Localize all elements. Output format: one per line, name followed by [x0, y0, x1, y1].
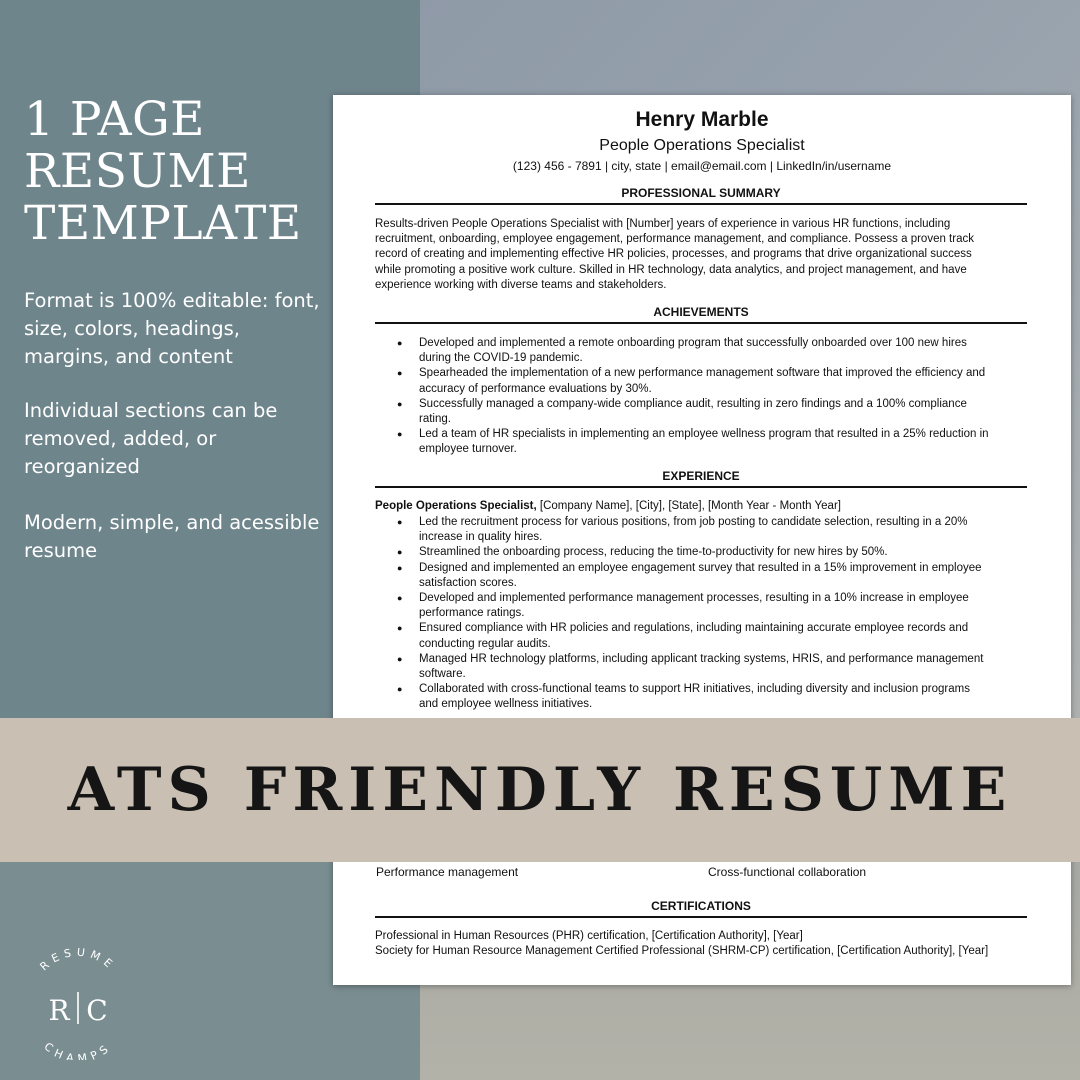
list-item: ● Developed and implemented a remote onboarding program that successfully onboarded over 100 new hires during the COVID-19 pandemic.: [375, 336, 1035, 366]
logo-bottom-text: CHAMPS: [41, 1039, 115, 1060]
list-item: ● Ensured compliance with HR policies and regulations, including maintaining accurate employee records and conducting regular audits.: [375, 621, 1035, 651]
job-title-line: [375, 500, 1035, 512]
feature-editable: Format is 100% editable: font, size, colors, headings, margins, and content: [24, 289, 320, 368]
svg-text:RESUME: [38, 948, 119, 973]
skill-item: Performance management: [376, 865, 519, 879]
summary-line: Results-driven People Operations Specialist with [Number] years of experience in various HR functions, including: [375, 218, 951, 230]
summary-text: [375, 217, 1035, 293]
achievements-heading: ACHIEVEMENTS: [375, 305, 1027, 324]
summary-line: experience working with diverse teams and stakeholders.: [375, 278, 667, 291]
resume-title: People Operations Specialist: [599, 137, 805, 154]
banner-text: ATS FRIENDLY RESUME: [67, 755, 1013, 825]
list-item: ● Managed HR technology platforms, including applicant tracking systems, HRIS, and performance management software.: [375, 652, 1035, 682]
resume-name: Henry Marble: [635, 108, 769, 131]
feature-accessible: Modern, simple, and acessible resume: [24, 511, 320, 562]
certification-item: Professional in Human Resources (PHR) certification, [Certification Authority], [Year]: [375, 930, 803, 942]
skill-item: Cross-functional collaboration: [708, 865, 867, 879]
list-item: ● Developed and implemented performance management processes, resulting in a 10% increase in employee performance ratings.: [375, 591, 1035, 621]
certification-item: Society for Human Resource Management Certified Professional (SHRM-CP) certification, [Certification Authority], [Year]: [375, 945, 989, 957]
resume-champs-logo: [22, 948, 134, 1060]
summary-line: record of creating and implementing effective HR policies, processes, and programs that drive organizational success: [375, 248, 972, 261]
list-item: ● Streamlined the onboarding process, reducing the time-to-productivity for new hires by 50%.: [375, 545, 1035, 560]
logo-letter-c: C: [86, 994, 108, 1027]
logo-letter-r: R: [48, 994, 70, 1027]
svg-text:CHAMPS: [41, 1040, 114, 1060]
resume-contact: (123) 456 - 7891 | city, state | email@email.com | LinkedIn/in/username: [512, 159, 892, 173]
job-details: [Company Name], [City], [State], [Month Year - Month Year]: [536, 500, 841, 512]
job-role: People Operations Specialist,: [375, 500, 537, 512]
list-item: ● Led the recruitment process for various positions, from job posting to candidate selection, resulting in a 20% increase in quality hires.: [375, 515, 1035, 545]
headline-line-2: RESUME: [24, 144, 251, 199]
feature-sections: Individual sections can be removed, added, or reorganized: [24, 399, 278, 478]
summary-line: recruitment, onboarding, employee engagement, performance management, and compliance. Possess a proven track: [375, 233, 974, 246]
list-item: ● Led a team of HR specialists in implementing an employee wellness program that resulted in a 25% reduction in employee turnover.: [375, 427, 1035, 457]
list-item: ● Designed and implemented an employee engagement survey that resulted in a 15% improvement in employee satisfaction scores.: [375, 561, 1035, 591]
list-item: ● Spearheaded the implementation of a new performance management software that improved the efficiency and accuracy of performance evaluations by 30%.: [375, 366, 1035, 396]
headline-line-3: TEMPLATE: [24, 196, 302, 251]
experience-heading: EXPERIENCE: [375, 469, 1027, 488]
ats-banner: [0, 718, 1080, 862]
headline-line-1: 1 PAGE: [24, 92, 205, 147]
logo-top-text: RESUME: [37, 948, 119, 974]
experience-list: [375, 515, 1035, 713]
summary-line: while promoting a positive work culture. Skilled in HR technology, data analytics, and project management, and have: [375, 263, 967, 276]
list-item: ● Successfully managed a company-wide compliance audit, resulting in zero findings and a 100% compliance rating.: [375, 397, 1035, 427]
certifications-heading: CERTIFICATIONS: [375, 899, 1027, 918]
list-item: ● Collaborated with cross-functional teams to support HR initiatives, including diversity and inclusion programs and employee wellness initiatives.: [375, 682, 1035, 712]
achievements-list: [375, 336, 1035, 458]
summary-heading: PROFESSIONAL SUMMARY: [375, 186, 1027, 205]
